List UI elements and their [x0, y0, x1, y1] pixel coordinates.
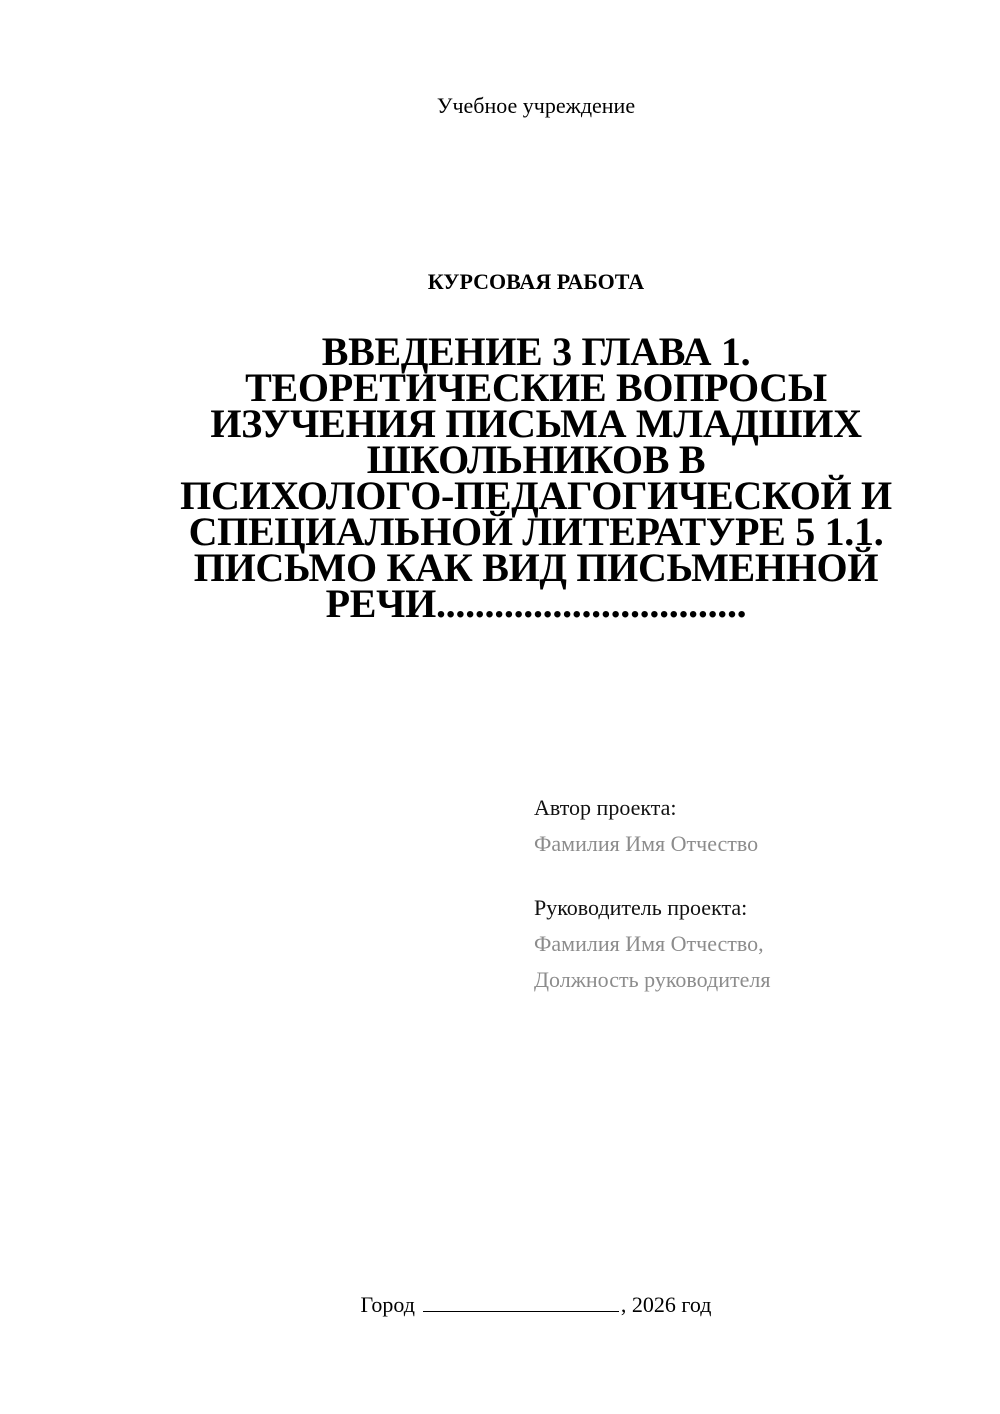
city-blank-line [423, 1291, 619, 1312]
supervisor-name-placeholder: Фамилия Имя Отчество, [534, 931, 764, 956]
author-name-placeholder: Фамилия Имя Отчество [534, 831, 759, 856]
title-line: ВВЕДЕНИЕ 3 ГЛАВА 1. [321, 329, 751, 374]
supervisor-position-placeholder: Должность руководителя [534, 967, 771, 992]
title-line: ШКОЛЬНИКОВ В [366, 437, 706, 482]
title-line: ТЕОРЕТИЧЕСКИЕ ВОПРОСЫ [245, 365, 827, 410]
city-year-line [0, 1290, 1000, 1320]
supervisor-label: Руководитель проекта: [534, 895, 748, 920]
title-line: СПЕЦИАЛЬНОЙ ЛИТЕРАТУРЕ 5 1.1. [188, 509, 884, 554]
signers-spacer [534, 862, 974, 890]
work-type-heading: КУРСОВАЯ РАБОТА [427, 269, 645, 294]
author-label: Автор проекта: [534, 795, 677, 820]
city-label: Город [360, 1292, 415, 1317]
title-line: ПСИХОЛОГО-ПЕДАГОГИЧЕСКОЙ И [180, 473, 892, 518]
institution-name: Учебное учреждение [436, 93, 636, 118]
title-line: ПИСЬМО КАК ВИД ПИСЬМЕННОЙ [193, 545, 879, 590]
title-line: РЕЧИ................................ [325, 581, 747, 626]
document-title [170, 329, 902, 626]
year-text: , 2026 год [620, 1292, 712, 1317]
signers-block [534, 790, 974, 998]
title-line: ИЗУЧЕНИЯ ПИСЬМА МЛАДШИХ [210, 401, 862, 446]
